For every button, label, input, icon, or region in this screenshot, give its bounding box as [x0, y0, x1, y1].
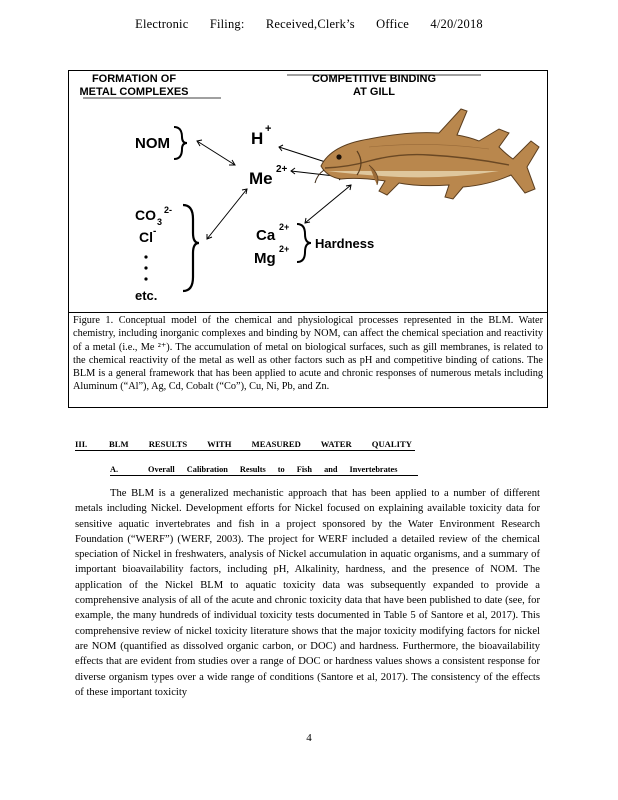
arrow-nom-metal [197, 141, 235, 165]
inorganic-brace [183, 205, 199, 291]
caption-divider [69, 312, 547, 313]
carbonate-sub: 3 [157, 217, 163, 227]
arrowhead [229, 160, 235, 165]
calcium-sup: 2+ [279, 222, 290, 232]
carbonate-label: CO [135, 207, 156, 223]
header-part4: Office [376, 17, 410, 31]
subsection-heading-a [110, 465, 418, 476]
ellipsis-dot [144, 277, 147, 280]
ellipsis-dot [144, 266, 147, 269]
hardness-brace [297, 224, 311, 262]
interaction-arrows [197, 140, 351, 239]
header-part2: Filing: [209, 17, 245, 31]
page-header [0, 17, 618, 32]
chloride-sup: - [153, 226, 157, 237]
figure-caption: Figure 1. Conceptual model of the chemical and physiological processes represented in the BLM. Water chemistry, including inorganic complexes and binding by NOM, can affect the chemical speciation and reactivity of a metal (i.e., Me ²⁺). The accumulation of metal on biological surfaces, such as gill membranes, is related to the chemical reactivity of the metal as well as other factors such as pH and competitive binding of cations. The BLM is a general framework that has been applied to acute and chronic responses of numerous metals including Aluminum (“Al”), Ag, Cd, Cobalt (“Co”), Cu, Ni, Pb, and Zn. [73, 315, 543, 393]
section-number: III. [75, 439, 88, 449]
arrow-inorganic-metal [207, 189, 247, 239]
header-part3: Received,Clerk’s [265, 17, 355, 31]
h-ion-sup: + [265, 123, 272, 135]
subsection-number: A. [110, 465, 119, 474]
nom-label: NOM [135, 135, 170, 152]
right-title-line2: AT GILL [353, 86, 395, 98]
section-title: BLM RESULTS WITH MEASURED WATER QUALITY [109, 439, 412, 449]
ellipsis-dot [144, 255, 147, 258]
body-text [75, 486, 540, 700]
left-title-line1: FORMATION OF [91, 73, 177, 85]
metal-sup: 2+ [276, 164, 288, 175]
nom-brace [174, 127, 187, 159]
body-paragraph: The BLM is a generalized mechanistic approach that has been applied to a number of different metals including Nickel. Development efforts for Nickel focused on explaining available toxicity data for sensitive aquatic invertebrates and fish in a project sponsored by the Water Environment Research Foundation (“WERF”) (WERF, 2003). The project for WERF included a detailed review of the chemical speciation of Nickel in freshwaters, analysis of Nickel accumulation in aquatic organisms, and a summary of important bioavailability factors, including pH, Alkalinity, hardness, and the presence of NOM. The application of the Nickel BLM to aquatic toxicity data was subsequently expanded to provide a comprehensive analysis of all of the acute and chronic toxicity data that have been published to date (see, for example, the many hundreds of individual toxicity tests documented in Table 5 of Santore et al, 2017). This comprehensive review of nickel toxicity literature shows that the major toxicity modifying factors for nickel are NOM (quantified as dissolved organic carbon, or DOC) and hardness. Furthermore, the bioavailability effects that are evident from studies over a range of DOC or hardness values shows a consistent response for diverse organism types over a wide range of conditions (Santore et al, 2017). The consistency of the effects of these important toxicity [75, 488, 540, 698]
magnesium-label: Mg [254, 250, 276, 267]
section-heading-iii [75, 439, 415, 451]
figure-1 [68, 70, 548, 408]
magnesium-sup: 2+ [279, 244, 290, 254]
header-part1: Electronic [135, 17, 189, 31]
hardness-label: Hardness [315, 236, 375, 251]
etc-label: etc. [135, 288, 158, 303]
header-date: 4/20/2018 [430, 17, 483, 31]
left-title-line2: METAL COMPLEXES [79, 86, 189, 98]
carbonate-sup: 2- [164, 205, 173, 215]
arrow-hardness-gill [305, 185, 351, 223]
page-number: 4 [306, 732, 312, 744]
h-ion-label: H [251, 129, 264, 148]
subsection-title: Overall Calibration Results to Fish and Invertebrates [148, 465, 398, 474]
metal-label: Me [249, 169, 273, 188]
blm-diagram [69, 71, 547, 313]
chloride-label: Cl [139, 229, 153, 245]
right-title-line1: COMPETITIVE BINDING [311, 73, 437, 85]
calcium-label: Ca [256, 227, 276, 244]
